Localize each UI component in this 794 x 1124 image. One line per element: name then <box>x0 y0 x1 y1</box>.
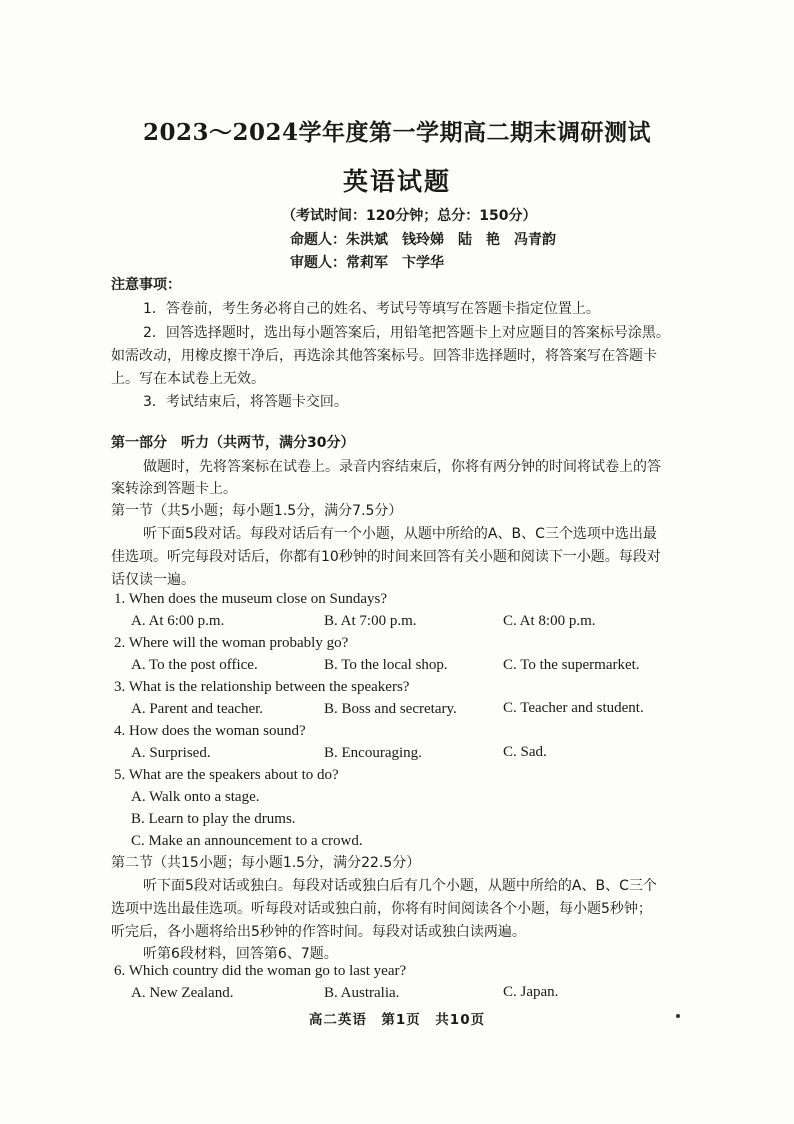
notice-heading: 注意事项： <box>111 277 181 293</box>
q2-option-b: B. To the local shop. <box>324 657 448 673</box>
question-3: 3. What is the relationship between the speakers? <box>114 679 410 695</box>
reviewers: 审题人：常莉军 卞学华 <box>290 255 444 271</box>
q4-option-a: A. Surprised. <box>131 745 211 761</box>
q3-option-a: A. Parent and teacher. <box>131 701 264 717</box>
part1-intro-2: 案转涂到答题卡上。 <box>111 481 237 497</box>
scan-speck <box>676 1014 680 1018</box>
notice-line-1: 1．答卷前，考生务必将自己的姓名、考试号等填写在答题卡指定位置上。 <box>143 301 600 317</box>
q5-option-a: A. Walk onto a stage. <box>131 789 260 805</box>
q3-option-c: C. Teacher and student. <box>503 700 644 716</box>
section1-intro-2: 佳选项。听完每段对话后，你都有10秒钟的时间来回答有关小题和阅读下一小题。每段对 <box>111 549 661 565</box>
page-footer: 高二英语 第1页 共10页 <box>308 1012 486 1028</box>
q6-option-b: B. Australia. <box>324 985 400 1001</box>
authors: 命题人：朱洪斌 钱玲娣 陆 艳 冯青韵 <box>290 232 556 248</box>
section2-material: 听第6段材料，回答第6、7题。 <box>143 946 338 962</box>
q1-option-a: A. At 6:00 p.m. <box>131 613 225 629</box>
q3-option-b: B. Boss and secretary. <box>324 701 457 717</box>
question-2: 2. Where will the woman probably go? <box>114 635 349 651</box>
q4-option-b: B. Encouraging. <box>324 745 422 761</box>
section2-intro-2: 选项中选出最佳选项。听每段对话或独白前，你将有时间阅读各个小题，每小题5秒钟； <box>111 901 652 917</box>
question-1: 1. When does the museum close on Sundays? <box>114 591 388 607</box>
q5-option-c: C. Make an announcement to a crowd. <box>131 833 363 849</box>
exam-title: 2023～2024学年度第一学期高二期末调研测试 <box>142 119 652 146</box>
section2-heading: 第二节（共15小题；每小题1.5分，满分22.5分） <box>111 855 421 871</box>
exam-subtitle: 英语试题 <box>342 167 451 196</box>
notice-line-4: 上。写在本试卷上无效。 <box>111 371 265 387</box>
q1-option-c: C. At 8:00 p.m. <box>503 613 596 629</box>
part1-heading: 第一部分 听力（共两节，满分30分） <box>111 435 355 451</box>
q2-option-c: C. To the supermarket. <box>503 657 640 673</box>
section2-intro-1: 听下面5段对话或独白。每段对话或独白后有几个小题，从题中所给的A、B、C三个 <box>143 878 657 894</box>
q2-option-a: A. To the post office. <box>131 657 258 673</box>
q6-option-a: A. New Zealand. <box>131 985 234 1001</box>
q6-option-c: C. Japan. <box>503 984 559 1000</box>
notice-line-3: 如需改动，用橡皮擦干净后，再选涂其他答案标号。回答非选择题时，将答案写在答题卡 <box>111 348 657 364</box>
q4-option-c: C. Sad. <box>503 744 547 760</box>
q5-option-b: B. Learn to play the drums. <box>131 811 296 827</box>
part1-intro-1: 做题时，先将答案标在试卷上。录音内容结束后，你将有两分钟的时间将试卷上的答 <box>143 459 661 475</box>
section2-intro-3: 听完后，各小题将给出5秒钟的作答时间。每段对话或独白读两遍。 <box>111 924 526 940</box>
notice-line-5: 3．考试结束后，将答题卡交回。 <box>143 394 348 410</box>
question-5: 5. What are the speakers about to do? <box>114 767 339 783</box>
exam-info: （考试时间：120分钟；总分：150分） <box>282 208 537 224</box>
notice-line-2: 2．回答选择题时，选出每小题答案后，用铅笔把答题卡上对应题目的答案标号涂黑。 <box>143 325 670 341</box>
section1-intro-3: 话仅读一遍。 <box>111 572 195 588</box>
q1-option-b: B. At 7:00 p.m. <box>324 613 417 629</box>
section1-intro-1: 听下面5段对话。每段对话后有一个小题，从题中所给的A、B、C三个选项中选出最 <box>143 526 657 542</box>
section1-heading: 第一节（共5小题；每小题1.5分，满分7.5分） <box>111 503 403 519</box>
question-6: 6. Which country did the woman go to last year? <box>114 963 407 979</box>
question-4: 4. How does the woman sound? <box>114 723 306 739</box>
